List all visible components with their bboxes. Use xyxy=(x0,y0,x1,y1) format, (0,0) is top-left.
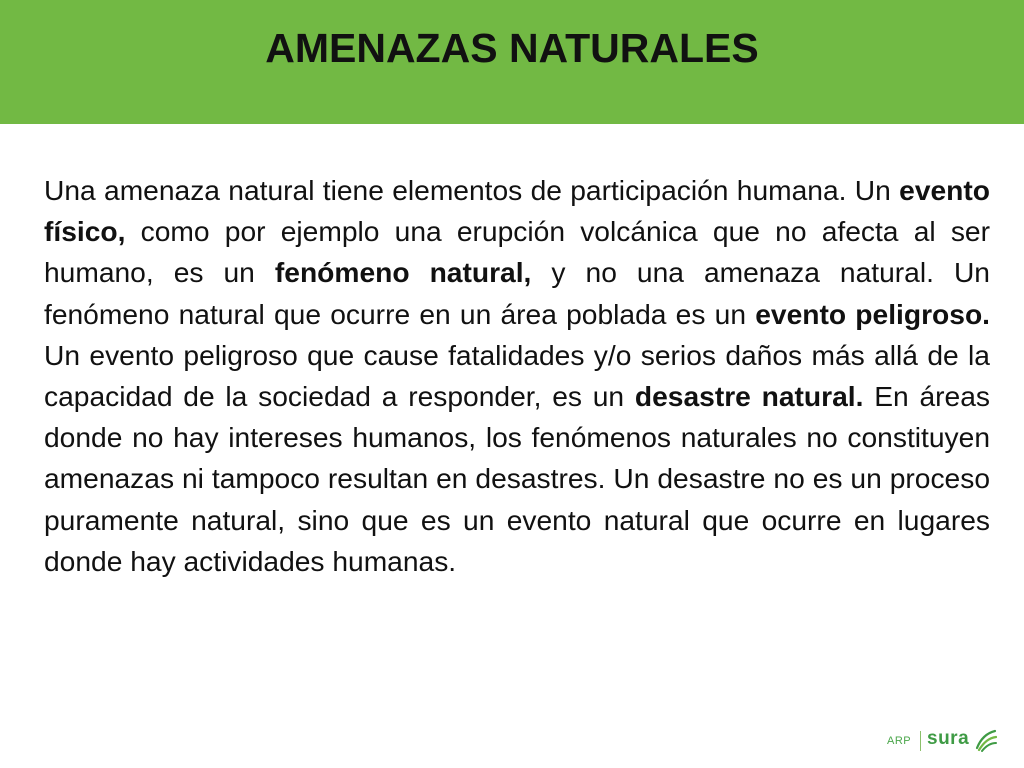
sura-leaf-icon xyxy=(975,728,997,752)
logo-separator xyxy=(920,731,921,751)
bold-term-evento-peligroso: evento peligroso. xyxy=(755,297,990,330)
text-segment: En áreas donde no hay intereses humanos, los fenómenos naturales no constituyen amenazas ni tampoco resultan en desastres. Un desastre no es un proceso puramente natural, sino que es un evento natural que ocurre en lugares donde hay actividades humanas. xyxy=(44,380,990,577)
arp-sura-logo xyxy=(887,726,999,758)
bold-term-evento-fisico: evento físico, xyxy=(44,174,990,248)
text-segment: como por ejemplo una erupción volcánica que no afecta al ser humano, es un xyxy=(44,215,990,289)
bold-term-desastre-natural: desastre natural. xyxy=(634,380,864,413)
body-paragraph xyxy=(44,170,990,582)
text-segment: y no una amenaza natural. Un fenómeno natural que ocurre en un área poblada es un xyxy=(44,256,990,330)
bold-term-fenomeno-natural: fenómeno natural, xyxy=(274,256,532,289)
logo-brand: sura xyxy=(927,728,970,749)
slide-title: AMENAZAS NATURALES xyxy=(265,25,759,71)
text-segment: Una amenaza natural tiene elementos de participación humana. Un xyxy=(44,174,900,206)
text-segment: Un evento peligroso que cause fatalidades y/o serios daños más allá de la capacidad de la sociedad a responder, es un xyxy=(44,338,990,413)
logo-prefix: ARP xyxy=(887,735,912,747)
